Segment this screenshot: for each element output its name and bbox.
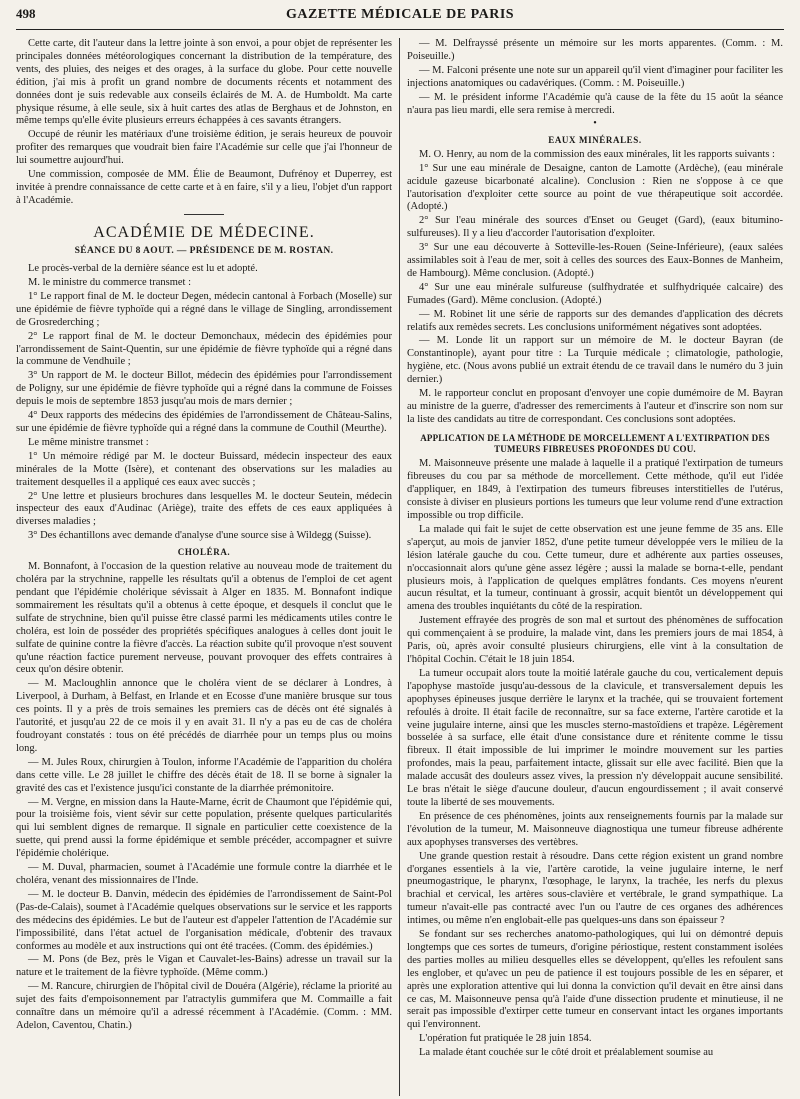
paragraph: Le procès-verbal de la dernière séance est lu et adopté. — [28, 263, 258, 275]
paragraph: 3° Sur une eau découverte à Sotteville-les-Rouen (Seine-Inférieure), (eaux salées assimilables soit à l'eau de mer, soit à celles des sources des Eaux-Bonnes de Manheim, de Hambourg). Même conclusion. (Adopté.) — [407, 242, 783, 279]
eaux-text — [407, 149, 783, 427]
paragraph: — M. Robinet lit une série de rapports sur des demandes d'application des décrets relatifs aux remèdes secrets. Les conclusions uniformément négatives sont adoptées. — [407, 308, 783, 333]
cholera-text — [16, 561, 392, 1033]
paragraph: 1° Sur une eau minérale de Desaigne, canton de Lamotte (Ardèche), (eau minérale acidule gazeuse bicarbonaté alcaline). Conclusion : Rien ne s'oppose à ce que l'autorisation d'exploiter cette source au point de vue thérapeutique soit accordée. (Adopté.) — [407, 162, 783, 213]
paragraph: — M. Rancure, chirurgien de l'hôpital civil de Douéra (Algérie), réclame la priorité au sujet des faits d'empoisonnement par l'atractylis gummifera que M. Commaille a fait connaître dans un mémoire qu'il a adressé récemment à l'Académie. (Comm. : MM. Adelon, Caventou, Chatin.) — [16, 981, 392, 1031]
paragraph: L'opération fut pratiquée le 28 juin 1854. — [419, 1033, 592, 1045]
paragraph: 1° Un mémoire rédigé par M. le docteur Buissard, médecin inspecteur des eaux minérales de la Motte (Isère), et contenant des observations sur les maladies au traitement desquelles il a appliqué ces eaux avec succès ; — [16, 450, 392, 488]
paragraph: — M. Jules Roux, chirurgien à Toulon, informe l'Académie de l'apparition du choléra dans cette ville. Le 28 juillet le chiffre des décès était de 18. Il se borne à signaler la gravité des cas et l'existence jusqu'ici constante de la diarrhée prémonitoire. — [16, 756, 392, 794]
paragraph: La malade étant couchée sur le côté droit et préalablement soumise au — [419, 1047, 714, 1059]
page-number: 498 — [16, 6, 36, 21]
columns — [16, 38, 784, 1096]
intro-paragraph: Une commission, composée de MM. Élie de Beaumont, Dufrénoy et Duperrey, est invitée à prendre connaissance de cette carte et à en faire, s'il y a lieu, l'objet d'un rapport à l'Académie. — [16, 169, 392, 206]
paragraph: — M. le président informe l'Académie qu'à cause de la fête du 15 août la séance n'aura pas lieu mardi, elle sera remise à mercredi. — [407, 91, 783, 116]
paragraph: — M. Vergne, en mission dans la Haute-Marne, écrit de Chaumont que l'épidémie qui, pour la troisième fois, vient sévir sur cette population, présente quelques particularités qui lui semblent dignes de remarque. Il signale en particulier cette coexistence de la suette, qui prend aussi la forme épidémique et semble précéder, accompagner et suivre l'épidémie cholérique. — [16, 796, 392, 860]
right-column — [399, 38, 783, 1096]
paragraph: M. Maisonneuve présente une malade à laquelle il a pratiqué l'extirpation de tumeurs fibreuses du cou par sa méthode de morcellement. Cette méthode, qu'il eut l'idée d'appliquer, en 1849, à l'extirpation des tumeurs fibreuses interstitielles de l'utérus, consiste à diviser en plusieurs portions les tumeurs que leur volume rend d'une extraction impossible ou trop difficile. — [407, 458, 783, 522]
paragraph: La malade qui fait le sujet de cette observation est une jeune femme de 35 ans. Elle s'aperçut, au mois de janvier 1852, d'une petite tumeur développée vers le milieu de la lésion latérale gauche du cou. Cette tumeur, dure et adhérente aux parties osseuses, n'occasionnait alors qu'une gène assez légère ; aussi la malade se borna-t-elle, pendant plusieurs mois, à l'application de quelques emplâtres fondants. Ces moyens n'eurent aucun résultat, et la tumeur, continuant à grossir, acquit bientôt un développement qui amena des troubles inquiétants du côté de la respiration. — [407, 523, 783, 613]
intro-paragraph: Cette carte, dit l'auteur dans la lettre jointe à son envoi, a pour objet de représenter les principales données météorologiques concernant la distribution de la température, des vents, des pluies, des neiges et des orages, à la surface du globe. Pour cette nouvelle édition, j'ai mis à profit un grand nombre de documents récents et notamment des données dont je suis redevable aux conseils éclairés de M. A. de Humboldt. Ma carte physique résume, à elle seule, six à huit cartes des atlas de Berghaus et de Johnston, en même temps qu'elle évite plusieurs erreurs échappées à ces savants étrangers. — [16, 38, 392, 127]
paragraph: 3° Des échantillons avec demande d'analyse d'une source sise à Wildegg (Suisse). — [28, 530, 372, 542]
paragraph: M. Bonnafont, à l'occasion de la question relative au nouveau mode de traitement du choléra par la strychnine, rappelle les résultats qu'il a obtenus de l'emploi de cet agent pendant que l'épidémie cholérique sévissait à Alger en 1835. M. Bonnafont indique sommairement les résultats qu'il a obtenus à cette époque, et desquels il conclut que le sulfate de strychnine, bien qu'il puisse être classé parmi les médicaments utiles contre le choléra, est loin de posséder des propriétés spécifiques analogues à celles dont jouit le sulfate de quinine contre la fièvre d'accès. La réaction subite qu'il provoque n'est souvent qu'une réaction factice purement nerveuse, pouvant provoquer des effets contraires à ceux qu'on désire obtenir. — [16, 561, 392, 676]
paragraph: En présence de ces phénomènes, joints aux renseignements fournis par la malade sur l'évolution de la tumeur, M. Maisonneuve diagnostiqua une tumeur fibreuse adhérente aux apophyses transverses des vertèbres. — [407, 810, 783, 848]
intro-paragraph: Occupé de réunir les matériaux d'une troisième édition, je serais heureux de pouvoir profiter des remarques que voudrait bien faire l'Académie sur celle que j'ai l'honneur de lui soumettre aujourd'hui. — [16, 129, 392, 167]
paragraph: — M. Duval, pharmacien, soumet à l'Académie une formule contre la diarrhée et le choléra, venant des missionnaires de l'Inde. — [16, 862, 392, 886]
paragraph: 1° Le rapport final de M. le docteur Degen, médecin cantonal à Forbach (Moselle) sur une épidémie de fièvre typhoïde qui a régné dans le village de Singling, arrondissement de Grosrederching ; — [16, 290, 392, 328]
paragraph: Se fondant sur ses recherches anatomo-pathologiques, qui lui on démontré depuis longtemps que ces sortes de tumeurs, d'origine périostique, restent constamment isolées des parties molles au milieu desquelles elles se développent, qu'elles les refoulent sans les englober, et qu'avec un peu de patience il est toujours possible de les en séparer, et après une exploration attentive qui lui donna la conviction qu'il devait en être ainsi dans ce cas, M. Maisonneuve pensa qu'à l'aide d'une dissection prudente et minutieuse, il ne serait pas impossible d'extirper cette tumeur en conservant intact les organes importants qui l'environnent. — [407, 929, 783, 1031]
academy-text — [16, 263, 392, 543]
method-heading: APPLICATION DE LA MÉTHODE DE MORCELLEMENT A L'EXTIRPATION DES TUMEURS FIBREUSES PROFONDES DU COU. — [420, 432, 770, 454]
paragraph: Justement effrayée des progrès de son mal et surtout des phénomènes de suffocation qui commençaient à se produire, la malade vint, dans les premiers jours de mai 1854, à Paris, où, après avoir consulté plusieurs chirurgiens, elle vint à la consultation de l'hôpital Cochin. C'était le 18 juin 1854. — [407, 615, 783, 666]
journal-title: GAZETTE MÉDICALE DE PARIS — [285, 7, 515, 22]
paragraph: 2° Une lettre et plusieurs brochures dans lesquelles M. le docteur Seutein, médecin inspecteur des eaux d'Audinac (Ariège), traite des effets de ces eaux appliquées à diverses maladies ; — [16, 490, 392, 528]
paragraph: M. le rapporteur conclut en proposant d'envoyer une copie dumémoire de M. Bayran au ministre de la guerre, d'adresser des remerciments à l'auteur et d'inscrire son nom sur la liste des candidats au titre de correspondant. Ces conclusions sont adoptées. — [407, 388, 783, 425]
separator-dot: • — [593, 118, 597, 130]
paragraph: 4° Sur une eau minérale sulfureuse (sulfhydratée et sulfhydriquée calcaire) des Fumades (Gard). Même conclusion. (Adopté.) — [407, 281, 783, 306]
paragraph: — M. le docteur B. Danvin, médecin des épidémies de l'arrondissement de Saint-Pol (Pas-de-Calais), soumet à l'Académie quelques observations sur le service et les rapports des médecins des épidémies. Le but de l'auteur est d'appeler l'attention de l'Académie sur l'impossibilité, dans l'état actuel de l'organisation médicale, d'obtenir des travaux conformes au modèle et aux instructions qui ont été tracées. (Comm. des épidémies.) — [16, 888, 392, 952]
paragraph: 3° Un rapport de M. le docteur Billot, médecin des épidémies pour l'arrondissement de Poligny, sur une épidémie de fièvre typhoïde qui a régné dans la commune de Foisses depuis le mois de septembre 1853 jusqu'au mois de mars dernier ; — [16, 370, 392, 408]
section-title: ACADÉMIE DE MÉDECINE. — [93, 223, 315, 241]
paragraph: — M. Pons (de Bez, près le Vigan et Cauvalet-les-Bains) adresse un travail sur la nature et le traitement de la fièvre typhoïde. (Même comm.) — [16, 954, 392, 979]
paragraph: 2° Le rapport final de M. le docteur Demonchaux, médecin des épidémies pour l'arrondissement de Saint-Quentin, sur une épidémie de fièvre typhoïde qui a régné dans la commune de Vendhuile ; — [16, 330, 392, 368]
left-column — [16, 38, 399, 1096]
paragraph: — M. Londe lit un rapport sur un mémoire de M. le docteur Bayran (de Constantinople), ayant pour titre : La Turquie médicale ; climatologie, pathologie, hygiène, etc. (Nous avons publié un extrait étendu de ce travail dans le numéro du 3 juin dernier.) — [407, 335, 783, 386]
top-text — [407, 38, 783, 117]
paragraph: 4° Deux rapports des médecins des épidémies de l'arrondissement de Château-Salins, sur une épidémie de fièvre typhoïde qui a régné dans la commune de Couthil (Meurthe). — [16, 410, 392, 434]
method-text — [407, 458, 783, 1060]
paragraph: Le même ministre transmet : — [28, 436, 149, 448]
paragraph: — M. Falconi présente une note sur un appareil qu'il vient d'imaginer pour faciliter les injections anatomiques ou cadavériques. (Comm. : M. Poiseuille.) — [407, 64, 783, 89]
paragraph: — M. Delfrayssé présente un mémoire sur les morts apparentes. (Comm. : M. Poiseuille.) — [407, 38, 783, 62]
paragraph: La tumeur occupait alors toute la moitié latérale gauche du cou, verticalement depuis l'apophyse mastoïde jusqu'au-dessous de la clavicule, et transversalement depuis les apophyses épineuses jusque derrière le larynx et la trachée, qui se trouvaient fortement refoulés à droite. Il était facile de reconnaître, sur sa face externe, l'artère carotide et la veine jugulaire interne, ainsi que les muscles sterno-mastoïdiens et trapèze. Légèrement bosselée à sa surface, elle était d'une consistance dure et rénitente comme le tissu fibreux. Il était impossible de lui imprimer le moindre mouvement sur les parties profondes, mais la peau, parfaitement intacte, glissait sur elle avec facilité. Bien que la malade accusât des douleurs assez vives, la pression n'y développait aucune sensibilité. Le bras n'était le siège d'aucune douleur, d'aucun engourdissement ; il avait conservé toute la liberté de ses mouvements. — [407, 667, 783, 808]
paragraph: 2° Sur l'eau minérale des sources d'Enset ou Geuget (Gard), (eaux bitumino-sulfureuses). Il y a lieu d'accorder l'autorisation d'exploiter. — [407, 215, 783, 240]
paragraph: Une grande question restait à résoudre. Dans cette région existent un grand nombre d'organes essentiels à la vie, l'artère carotide, la veine jugulaire interne, le nerf pneumogastrique, le pharynx, l'œsophage, le larynx, la trachée, les nerfs du plexus brachial et cervical, les artères sous-clavière et vertébrale, le grand sympathique. La tumeur n'avait-elle pas contracté avec l'un ou l'autre de ces organes des adhérences intimes, ou même n'en englobait-elle pas quelques-uns dans son épaisseur ? — [407, 850, 783, 927]
intro-text — [16, 38, 392, 208]
paragraph: — M. Macloughlin annonce que le choléra vient de se déclarer à Londres, à Liverpool, à Durham, à Belfast, en Irlande et en Ecosse d'une manière brusque sur tous ces points. Il y a près de trois semaines les premiers cas de décès ont été signalés à l'autorité, et jusqu'au 22 de ce mois il y en avait 31. Il n'y a pas eu de cas de choléra foudroyant constatés : tous on été précédés de diarrhée pour un temps plus ou moins long. — [16, 678, 392, 754]
session-line: SÉANCE DU 8 AOUT. — PRÉSIDENCE DE M. ROSTAN. — [74, 246, 334, 257]
section-rule — [184, 214, 224, 215]
page-header — [16, 6, 784, 30]
paragraph: M. le ministre du commerce transmet : — [28, 277, 191, 289]
eaux-heading: EAUX MINÉRALES. — [548, 134, 642, 145]
paragraph: M. O. Henry, au nom de la commission des eaux minérales, lit les rapports suivants : — [419, 148, 775, 160]
cholera-heading: CHOLÉRA. — [177, 547, 231, 558]
